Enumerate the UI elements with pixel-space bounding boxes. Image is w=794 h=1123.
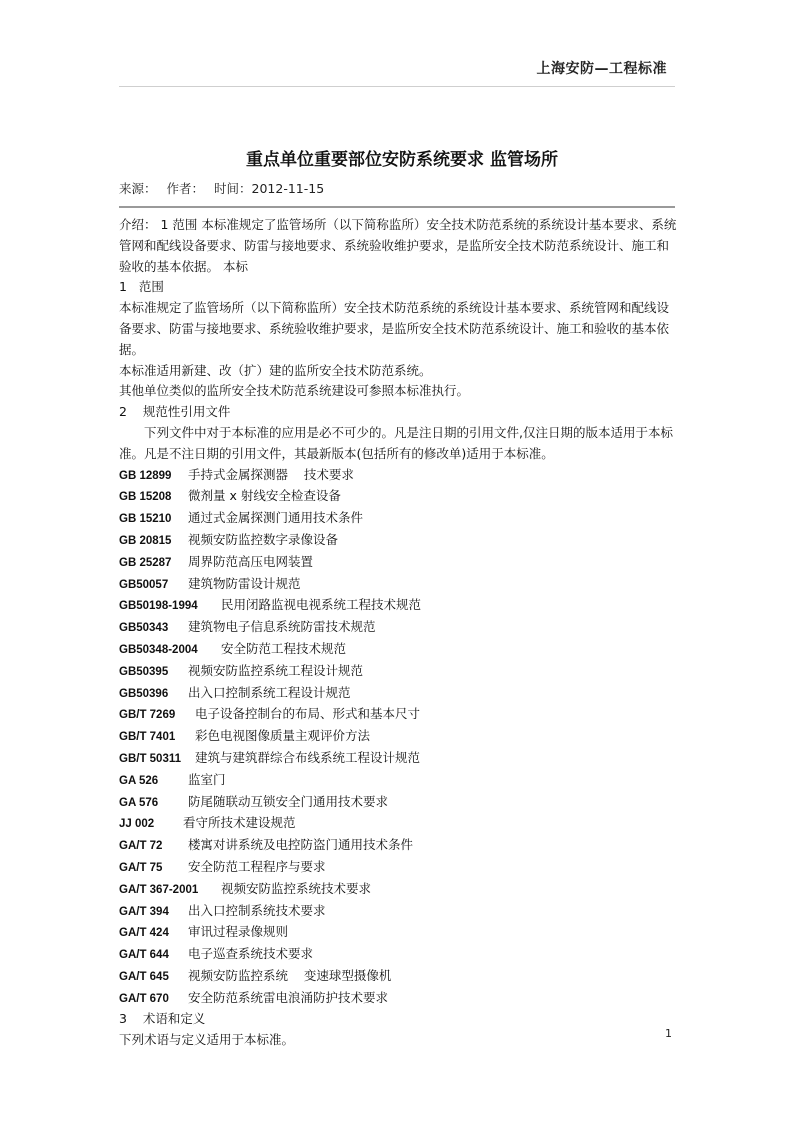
reference-item <box>119 530 677 552</box>
reference-title: 建筑与建筑群综合布线系统工程设计规范 <box>195 749 421 765</box>
section-1-paragraph-3: 其他单位类似的监所安全技术防范系统建设可参照本标准执行。 <box>119 383 470 399</box>
reference-item <box>119 661 677 683</box>
reference-title: 视频安防监控数字录像设备 <box>188 531 339 547</box>
reference-code: GB/T 7269 <box>119 709 176 722</box>
reference-item <box>119 922 677 944</box>
reference-item <box>119 792 677 814</box>
section-1-paragraph-1: 本标准规定了监管场所（以下简称监所）安全技术防范系统的系统设计基本要求、系统管网和配线设备要求、防雷与接地要求、系统验收维护要求，是监所安全技术防范系统设计、施工和验收的基本依据。 <box>119 300 670 357</box>
document-body <box>119 215 677 1051</box>
reference-item <box>119 508 677 530</box>
reference-title: 视频安防监控系统工程设计规范 <box>188 662 364 678</box>
reference-list <box>119 465 677 1010</box>
reference-code: GA/T 72 <box>119 840 163 853</box>
reference-code: GB 12899 <box>119 469 172 482</box>
page-number: 1 <box>665 1027 672 1040</box>
reference-code: GA 526 <box>119 774 159 787</box>
reference-title: 监室门 <box>188 771 226 787</box>
reference-title: 防尾随联动互锁安全门通用技术要求 <box>188 793 389 809</box>
reference-code: GB 15208 <box>119 491 172 504</box>
reference-title: 建筑物电子信息系统防雷技术规范 <box>188 619 376 635</box>
reference-item <box>119 574 677 596</box>
reference-title: 视频安防监控系统 变速球型摄像机 <box>188 967 392 983</box>
reference-title: 周界防范高压电网装置 <box>188 553 314 569</box>
section-2-intro: 下列文件中对于本标准的应用是必不可少的。凡是注日期的引用文件,仅注日期的版本适用于本标准。凡是不注日期的引用文件，其最新版本(包括所有的修改单)适用于本标准。 <box>119 424 673 461</box>
reference-code: GB50198-1994 <box>119 600 198 613</box>
reference-item <box>119 944 677 966</box>
meta-time-value: 2012-11-15 <box>251 181 325 196</box>
reference-title: 彩色电视图像质量主观评价方法 <box>195 728 371 744</box>
section-1-heading: 1 范围 <box>119 279 164 295</box>
reference-title: 看守所技术建设规范 <box>183 815 296 831</box>
reference-item <box>119 988 677 1010</box>
reference-title: 建筑物防雷设计规范 <box>188 575 301 591</box>
reference-code: GB/T 7401 <box>119 731 176 744</box>
header-divider <box>119 86 675 87</box>
reference-title: 安全防范工程技术规范 <box>221 640 347 656</box>
reference-item <box>119 617 677 639</box>
reference-code: GA/T 644 <box>119 949 169 962</box>
reference-title: 视频安防监控系统技术要求 <box>221 880 372 896</box>
reference-title: 民用闭路监视电视系统工程技术规范 <box>221 597 422 613</box>
reference-item <box>119 704 677 726</box>
document-meta <box>119 179 330 197</box>
reference-title: 通过式金属探测门通用技术条件 <box>188 510 364 526</box>
reference-item <box>119 835 677 857</box>
reference-code: GB50395 <box>119 665 169 678</box>
section-3-paragraph-1: 下列术语与定义适用于本标准。 <box>119 1032 295 1048</box>
reference-code: GB/T 50311 <box>119 752 182 765</box>
reference-code: GB 20815 <box>119 534 172 547</box>
reference-title: 楼寓对讲系统及电控防盗门通用技术条件 <box>188 837 414 853</box>
intro-paragraph: 介绍： 1 范围 本标准规定了监管场所（以下简称监所）安全技术防范系统的系统设计基本要求、系统管网和配线设备要求、防雷与接地要求、系统验收维护要求，是监所安全技术防范系统设计、施工和验收的基本依据。 本标 <box>119 217 677 274</box>
section-2-heading: 2 规范性引用文件 <box>119 404 231 420</box>
meta-time-label: 时间： <box>214 181 252 196</box>
meta-source: 来源： <box>119 181 157 196</box>
reference-item <box>119 857 677 879</box>
section-1-paragraph-2: 本标准适用新建、改（扩）建的监所安全技术防范系统。 <box>119 362 432 378</box>
reference-item <box>119 465 677 487</box>
reference-title: 电子设备控制台的布局、形式和基本尺寸 <box>195 706 421 722</box>
reference-title: 手持式金属探测器 技术要求 <box>188 466 354 482</box>
reference-code: GA/T 670 <box>119 992 169 1005</box>
reference-code: GB50343 <box>119 622 169 635</box>
reference-code: GA/T 424 <box>119 927 169 940</box>
reference-title: 安全防范工程程序与要求 <box>188 858 326 874</box>
meta-divider <box>119 206 675 208</box>
reference-title: 出入口控制系统技术要求 <box>188 902 326 918</box>
reference-code: GB50057 <box>119 578 169 591</box>
document-title: 重点单位重要部位安防系统要求 监管场所 <box>246 150 558 170</box>
reference-code: GB50396 <box>119 687 169 700</box>
reference-title: 审讯过程录像规则 <box>188 924 289 940</box>
reference-title: 出入口控制系统工程设计规范 <box>188 684 351 700</box>
reference-code: GA/T 75 <box>119 861 163 874</box>
reference-item <box>119 966 677 988</box>
reference-item <box>119 813 677 835</box>
reference-item <box>119 486 677 508</box>
reference-code: GA 576 <box>119 796 159 809</box>
reference-code: GB 15210 <box>119 513 172 526</box>
reference-code: JJ 002 <box>119 818 155 831</box>
reference-item <box>119 770 677 792</box>
section-3-heading: 3 术语和定义 <box>119 1011 206 1027</box>
reference-item <box>119 726 677 748</box>
reference-code: GB 25287 <box>119 556 172 569</box>
reference-item <box>119 552 677 574</box>
reference-item <box>119 901 677 923</box>
reference-item <box>119 595 677 617</box>
reference-code: GA/T 645 <box>119 970 169 983</box>
reference-item <box>119 879 677 901</box>
reference-title: 微剂量 x 射线安全检查设备 <box>188 488 341 504</box>
reference-item <box>119 683 677 705</box>
reference-code: GB50348-2004 <box>119 643 198 656</box>
reference-title: 安全防范系统雷电浪涌防护技术要求 <box>188 989 389 1005</box>
reference-item <box>119 639 677 661</box>
reference-title: 电子巡查系统技术要求 <box>188 946 314 962</box>
meta-author: 作者： <box>166 181 205 196</box>
reference-code: GA/T 394 <box>119 905 169 918</box>
reference-item <box>119 748 677 770</box>
header-label: 上海安防—工程标准 <box>536 61 667 77</box>
reference-code: GA/T 367-2001 <box>119 883 199 896</box>
